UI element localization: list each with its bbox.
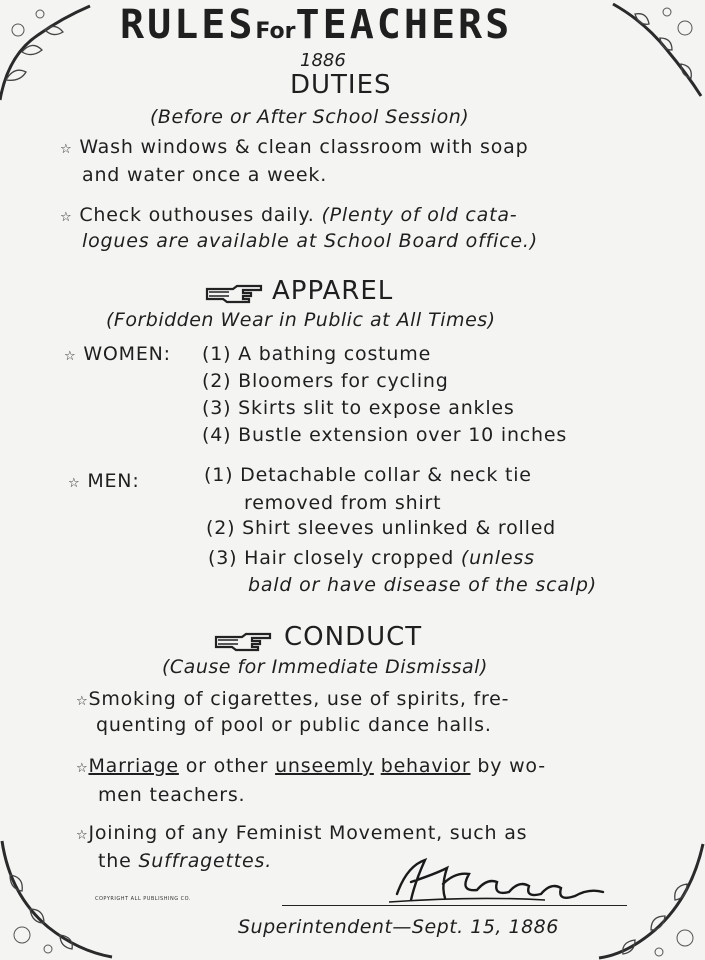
women-label (64, 343, 171, 365)
conduct-item-2-line-2: men teachers. (98, 784, 246, 806)
superintendent-signoff: Superintendent—Sept. 15, 1886 (238, 916, 559, 938)
men-item-1-line-1: (1) Detachable collar & neck tie (204, 464, 532, 486)
page-title (120, 2, 512, 48)
men-item-1-line-2: removed from shirt (244, 492, 442, 514)
conduct-item-3-line-1: Joining of any Feminist Movement, such as (88, 822, 528, 844)
copyright-notice: COPYRIGHT ALL PUBLISHING CO. (95, 896, 191, 902)
duties-heading: DUTIES (290, 70, 392, 100)
title-for: For (255, 19, 296, 44)
conduct-item-3-line-2 (98, 850, 272, 872)
conduct-item-3 (76, 822, 527, 844)
women-item-4: (4) Bustle extension over 10 inches (202, 424, 568, 446)
corner-ornament-top-right (605, 0, 705, 100)
men-item-3-line-2: bald or have disease of the scalp) (248, 574, 597, 596)
men-label (68, 470, 140, 492)
duties-item-2-line-2: logues are available at School Board office.) (82, 230, 538, 252)
conduct-item-1 (76, 688, 509, 710)
word-by-wo: by wo- (477, 755, 546, 777)
star-icon: ☆ (76, 761, 89, 776)
women-item-3: (3) Skirts slit to expose ankles (202, 397, 515, 419)
men-item-3-line-1a: (3) Hair closely cropped (208, 547, 455, 569)
duties-item-2 (60, 204, 517, 226)
star-icon: ☆ (68, 476, 81, 491)
men-item-3 (208, 547, 535, 569)
conduct-item-1-line-2: quenting of pool or public dance halls. (96, 714, 492, 736)
title-teachers: TEACHERS (295, 2, 513, 48)
signature-line (282, 905, 627, 906)
word-marriage: Marriage (88, 755, 179, 777)
duties-item-1-line-1: Wash windows & clean classroom with soap (79, 136, 529, 158)
star-icon: ☆ (64, 349, 77, 364)
conduct-item-2 (76, 755, 546, 777)
conduct-heading: CONDUCT (284, 622, 423, 652)
conduct-item-3-line-2a: the (98, 850, 132, 872)
signature (385, 852, 615, 908)
women-item-2: (2) Bloomers for cycling (202, 370, 449, 392)
corner-ornament-top-left (0, 0, 95, 105)
duties-subtitle: (Before or After School Session) (150, 106, 470, 128)
apparel-subtitle: (Forbidden Wear in Public at All Times) (106, 309, 496, 331)
men-label-text: MEN: (87, 470, 140, 492)
word-unseemly: unseemly (275, 755, 374, 777)
men-item-2: (2) Shirt sleeves unlinked & rolled (206, 517, 557, 539)
star-icon: ☆ (60, 142, 73, 157)
men-item-3-line-1b: (unless (460, 547, 535, 569)
pointing-hand-icon (214, 632, 272, 652)
conduct-subtitle: (Cause for Immediate Dismissal) (162, 656, 488, 678)
duties-item-1 (60, 136, 528, 158)
star-icon: ☆ (76, 828, 89, 843)
title-year: 1886 (300, 50, 346, 71)
title-rules: RULES (120, 2, 256, 48)
star-icon: ☆ (60, 210, 73, 225)
star-icon: ☆ (76, 694, 89, 709)
apparel-heading: APPAREL (272, 276, 394, 306)
pointing-hand-icon (205, 284, 263, 304)
word-behavior: behavior (380, 755, 471, 777)
women-label-text: WOMEN: (83, 343, 171, 365)
conduct-item-3-line-2b: Suffragettes. (138, 850, 273, 872)
duties-item-2-line-1b: (Plenty of old cata- (321, 204, 518, 226)
conduct-item-1-line-1: Smoking of cigarettes, use of spirits, fre- (88, 688, 510, 710)
word-or-other: or other (185, 755, 269, 777)
duties-item-2-line-1a: Check outhouses daily. (79, 204, 315, 226)
women-item-1: (1) A bathing costume (202, 343, 432, 365)
duties-item-1-line-2: and water once a week. (82, 164, 328, 186)
